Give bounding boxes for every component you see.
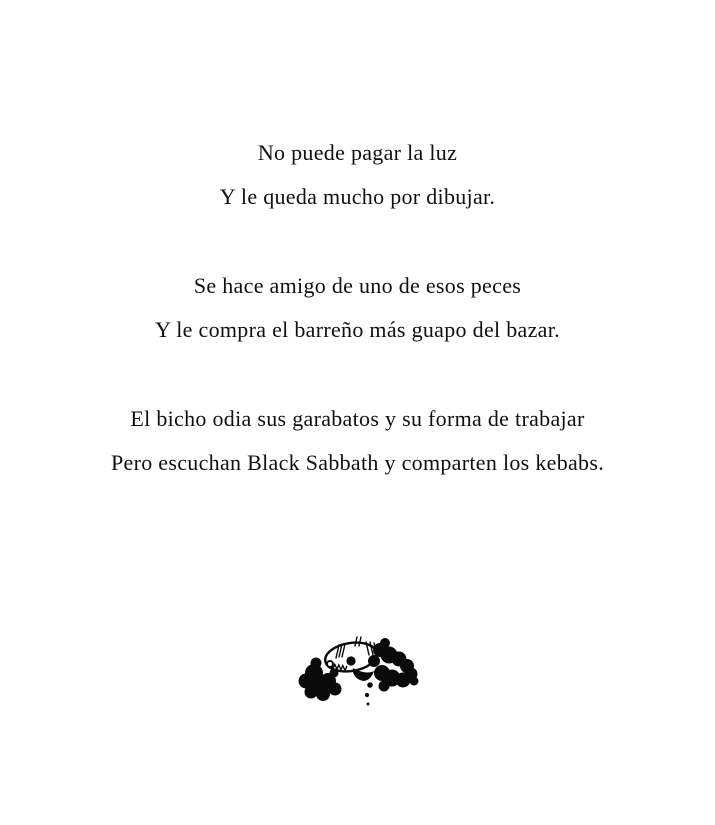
doodle-center-dot [346,656,355,665]
stanza-2 [0,264,715,352]
stanza-1 [0,131,715,219]
poem-line: El bicho odia sus garabatos y su forma de trabajar [130,406,585,431]
poem-line: No puede pagar la luz [257,140,458,165]
poem-line: Pero escuchan Black Sabbath y comparten los kebabs. [110,450,605,475]
doodle-right-cloud [368,638,419,692]
ink-cloud-doodle-illustration [290,628,425,708]
doodle-wedge [353,668,374,681]
poem [0,131,715,530]
stanza-3 [0,397,715,485]
poem-line: Y le compra el barreño más guapo del bazar. [155,317,560,342]
poem-line: Se hace amigo de uno de esos peces [193,273,522,298]
poem-line: Y le queda mucho por dibujar. [219,184,496,209]
doodle-ring [327,661,333,667]
thought-trail-dots [365,682,373,705]
